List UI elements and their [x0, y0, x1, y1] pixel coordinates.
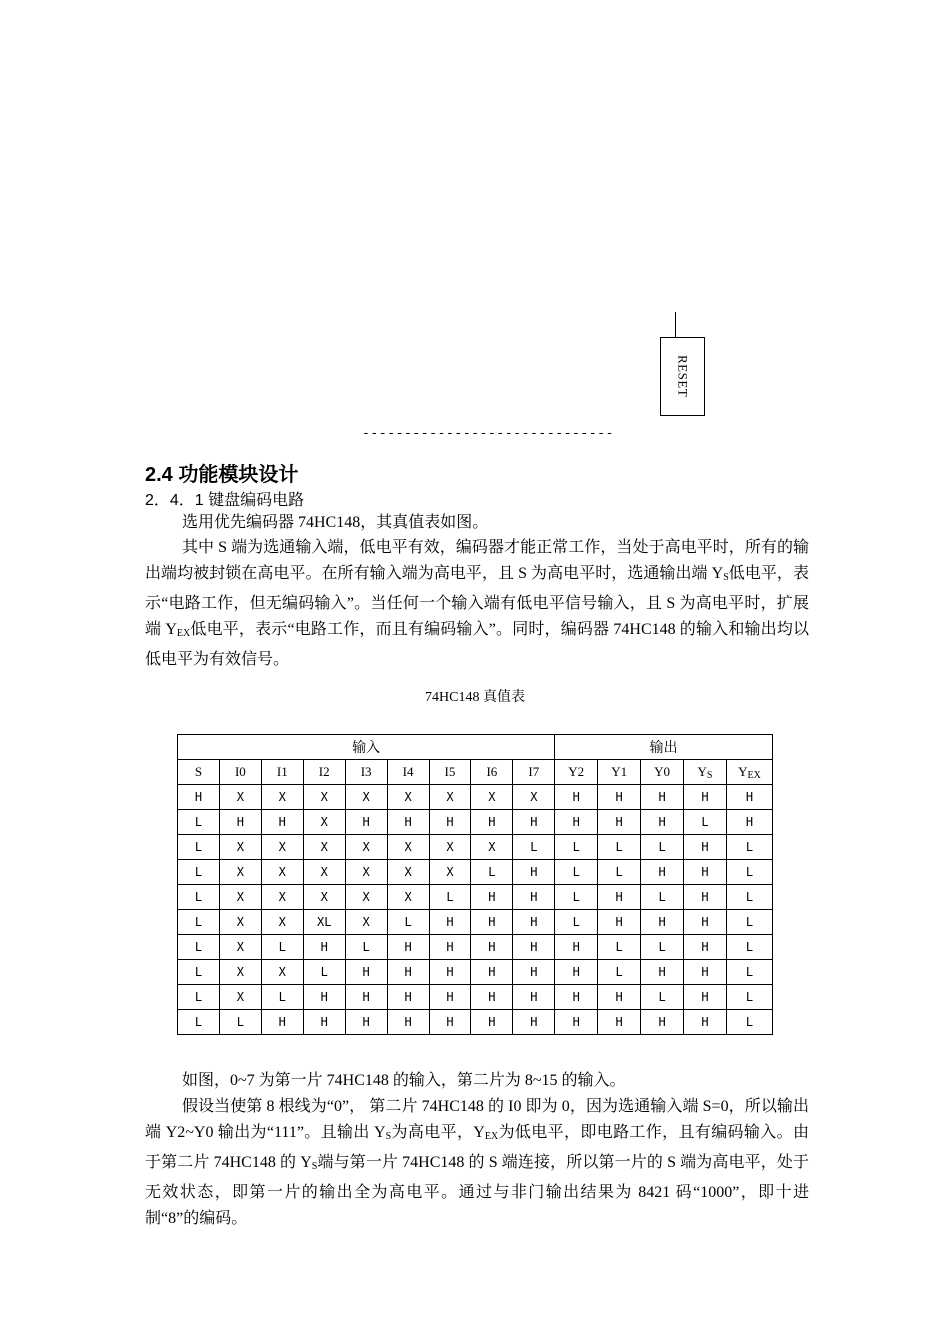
table-cell: L [726, 835, 772, 860]
table-cell: X [219, 860, 261, 885]
table-row [178, 885, 773, 910]
column-header: I1 [261, 760, 303, 785]
table-cell: H [598, 785, 641, 810]
table-cell: X [261, 785, 303, 810]
table-cell: H [726, 785, 772, 810]
table-cell: H [684, 985, 727, 1010]
table-cell: X [429, 785, 471, 810]
table-cell: L [261, 985, 303, 1010]
table-cell: H [387, 985, 429, 1010]
column-header: I2 [303, 760, 345, 785]
table-cell: H [513, 1010, 555, 1035]
table-cell: X [303, 860, 345, 885]
table-cell: H [345, 810, 387, 835]
table-cell: H [471, 910, 513, 935]
table-row [178, 935, 773, 960]
table-cell: H [471, 985, 513, 1010]
table-cell: H [387, 960, 429, 985]
table-cell: X [219, 785, 261, 810]
table-cell: H [387, 810, 429, 835]
table-cell: H [471, 810, 513, 835]
table-cell: H [641, 960, 684, 985]
table-cell: H [345, 1010, 387, 1035]
table-cell: X [219, 935, 261, 960]
table-cell: X [387, 885, 429, 910]
table-cell: H [429, 810, 471, 835]
table-cell: L [641, 935, 684, 960]
table-caption: 74HC148 真值表 [425, 690, 525, 705]
table-cell: H [471, 1010, 513, 1035]
column-header: Y0 [641, 760, 684, 785]
table-cell: X [471, 835, 513, 860]
table-cell: X [513, 785, 555, 810]
table-cell: X [429, 860, 471, 885]
table-cell: H [345, 985, 387, 1010]
table-cell: X [345, 835, 387, 860]
column-header: I4 [387, 760, 429, 785]
table-cell: H [641, 785, 684, 810]
table-cell: L [178, 935, 220, 960]
output-group-header: 输出 [555, 735, 773, 760]
table-cell: H [684, 1010, 727, 1035]
table-cell: X [219, 835, 261, 860]
table-cell: X [303, 835, 345, 860]
table-cell: H [684, 835, 727, 860]
table-cell: X [345, 785, 387, 810]
table-cell: X [345, 860, 387, 885]
table-cell: H [513, 935, 555, 960]
table-cell: H [555, 960, 598, 985]
table-cell: X [429, 835, 471, 860]
table-cell: H [429, 935, 471, 960]
table-cell: H [555, 785, 598, 810]
table-cell: X [471, 785, 513, 810]
table-cell: H [429, 960, 471, 985]
table-cell: H [429, 910, 471, 935]
column-header-yex: $Y_{EX}$ [726, 760, 772, 785]
table-cell: L [726, 885, 772, 910]
table-cell: L [598, 860, 641, 885]
table-cell: X [387, 835, 429, 860]
table-row [178, 910, 773, 935]
table-row [178, 785, 773, 810]
table-cell: H [178, 785, 220, 810]
table-cell: L [641, 985, 684, 1010]
table-cell: L [178, 860, 220, 885]
reset-wire [675, 312, 676, 338]
table-cell: L [555, 860, 598, 885]
table-cell: H [598, 985, 641, 1010]
table-cell: H [684, 785, 727, 810]
table-cell: X [345, 885, 387, 910]
table-cell: X [345, 910, 387, 935]
column-header: Y1 [598, 760, 641, 785]
column-header: I7 [513, 760, 555, 785]
table-cell: L [726, 960, 772, 985]
table-cell: H [387, 1010, 429, 1035]
table-cell: L [387, 910, 429, 935]
truth-table [177, 734, 773, 1035]
column-header: I3 [345, 760, 387, 785]
table-cell: X [387, 860, 429, 885]
column-header: I5 [429, 760, 471, 785]
table-cell: H [641, 910, 684, 935]
table-cell: X [219, 885, 261, 910]
table-cell: H [598, 885, 641, 910]
table-cell: H [513, 960, 555, 985]
table-cell: L [178, 1010, 220, 1035]
table-cell: L [641, 885, 684, 910]
explanation-paragraph: 如图，0~7 为第一片 74HC148 的输入，第二片为 8~15 的输入。 [182, 1072, 626, 1089]
dashed-separator: ------------------------------ [362, 426, 615, 441]
table-cell: H [303, 1010, 345, 1035]
table-cell: X [261, 835, 303, 860]
table-cell: H [641, 860, 684, 885]
table-cell: L [429, 885, 471, 910]
table-cell: H [684, 860, 727, 885]
table-cell: H [513, 985, 555, 1010]
example-paragraph: 假设当使第 8 根线为“0”， 第二片 74HC148 的 I0 即为 0，因为选通输入端 S=0，所以输出端 Y2~Y0 输出为“111”。且输出 $Y_S$为高电平，$Y_{EX}$为低电平，即电路工作，且有编码输入。由于第二片 74HC148 的 $Y_S$端与第一片 74HC148 的 S 端连接，所以第一片的 S 端为高电平，处于无效状态，即第一片的输出全为高电平。通过与非门输出结果为 8421 码“1000”，即十进制“8”的编码。 [145, 1098, 809, 1227]
table-row [178, 835, 773, 860]
table-cell: L [726, 985, 772, 1010]
table-cell: X [387, 785, 429, 810]
table-row [178, 860, 773, 885]
table-cell: H [261, 810, 303, 835]
table-cell: L [726, 910, 772, 935]
table-cell: X [261, 910, 303, 935]
table-cell: H [513, 910, 555, 935]
table-cell: H [641, 810, 684, 835]
table-cell: H [513, 860, 555, 885]
table-cell: H [684, 910, 727, 935]
table-cell: X [261, 960, 303, 985]
table-cell: L [598, 960, 641, 985]
table-cell: L [178, 885, 220, 910]
intro-paragraph: 选用优先编码器 74HC148，其真值表如图。 [182, 514, 489, 531]
table-cell: H [598, 910, 641, 935]
table-cell: H [303, 935, 345, 960]
table-cell: H [555, 935, 598, 960]
table-cell: L [555, 910, 598, 935]
column-header: S [178, 760, 220, 785]
column-header: I0 [219, 760, 261, 785]
input-group-header: 输入 [178, 735, 555, 760]
table-cell: L [219, 1010, 261, 1035]
table-cell: L [555, 885, 598, 910]
table-cell: XL [303, 910, 345, 935]
table-cell: H [598, 1010, 641, 1035]
table-cell: H [726, 810, 772, 835]
table-cell: H [471, 935, 513, 960]
table-cell: H [429, 985, 471, 1010]
table-cell: L [178, 960, 220, 985]
table-cell: X [219, 985, 261, 1010]
table-cell: H [513, 810, 555, 835]
table-cell: H [219, 810, 261, 835]
table-cell: L [471, 860, 513, 885]
table-cell: L [178, 835, 220, 860]
table-cell: L [726, 1010, 772, 1035]
section-heading: 2.4 功能模块设计 [145, 464, 299, 486]
table-cell: X [261, 860, 303, 885]
table-cell: H [684, 960, 727, 985]
reset-label: RESET [675, 355, 691, 398]
table-cell: X [303, 810, 345, 835]
table-cell: H [471, 960, 513, 985]
table-cell: L [303, 960, 345, 985]
table-cell: H [555, 985, 598, 1010]
table-cell: L [178, 985, 220, 1010]
table-cell: L [598, 835, 641, 860]
table-row [178, 985, 773, 1010]
subsection-heading: 2．4．1 键盘编码电路 [145, 492, 305, 509]
table-cell: X [219, 960, 261, 985]
table-cell: X [261, 885, 303, 910]
table-cell: H [429, 1010, 471, 1035]
table-row [178, 960, 773, 985]
table-cell: X [303, 885, 345, 910]
table-cell: L [513, 835, 555, 860]
table-cell: H [345, 960, 387, 985]
table-cell: H [513, 885, 555, 910]
table-cell: H [261, 1010, 303, 1035]
table-cell: L [641, 835, 684, 860]
table-cell: H [684, 935, 727, 960]
reset-block [660, 337, 705, 416]
table-cell: X [219, 910, 261, 935]
table-cell: H [684, 885, 727, 910]
table-cell: L [261, 935, 303, 960]
column-header: Y2 [555, 760, 598, 785]
table-cell: H [471, 885, 513, 910]
table-cell: H [555, 1010, 598, 1035]
table-cell: H [303, 985, 345, 1010]
table-row [178, 1010, 773, 1035]
table-cell: L [598, 935, 641, 960]
table-cell: L [555, 835, 598, 860]
table-cell: H [387, 935, 429, 960]
table-cell: L [684, 810, 727, 835]
table-cell: L [178, 910, 220, 935]
table-cell: L [726, 935, 772, 960]
column-header-ys: $Y_S$ [684, 760, 727, 785]
table-row [178, 810, 773, 835]
table-cell: X [303, 785, 345, 810]
table-cell: H [555, 810, 598, 835]
description-paragraph: 其中 S 端为选通输入端，低电平有效，编码器才能正常工作，当处于高电平时，所有的输出端均被封锁在高电平。在所有输入端为高电平，且 S 为高电平时，选通输出端 $Y_S$低电平，表示“电路工作，但无编码输入”。当任何一个输入端有低电平信号输入，且 S 为高电平时，扩展端 $Y_{EX}$低电平，表示“电路工作，而且有编码输入”。同时，编码器 74HC148 的输入和输出均以低电平为有效信号。 [145, 539, 809, 668]
table-cell: L [726, 860, 772, 885]
table-cell: L [178, 810, 220, 835]
column-header: I6 [471, 760, 513, 785]
table-cell: L [345, 935, 387, 960]
table-cell: H [598, 810, 641, 835]
table-cell: H [641, 1010, 684, 1035]
